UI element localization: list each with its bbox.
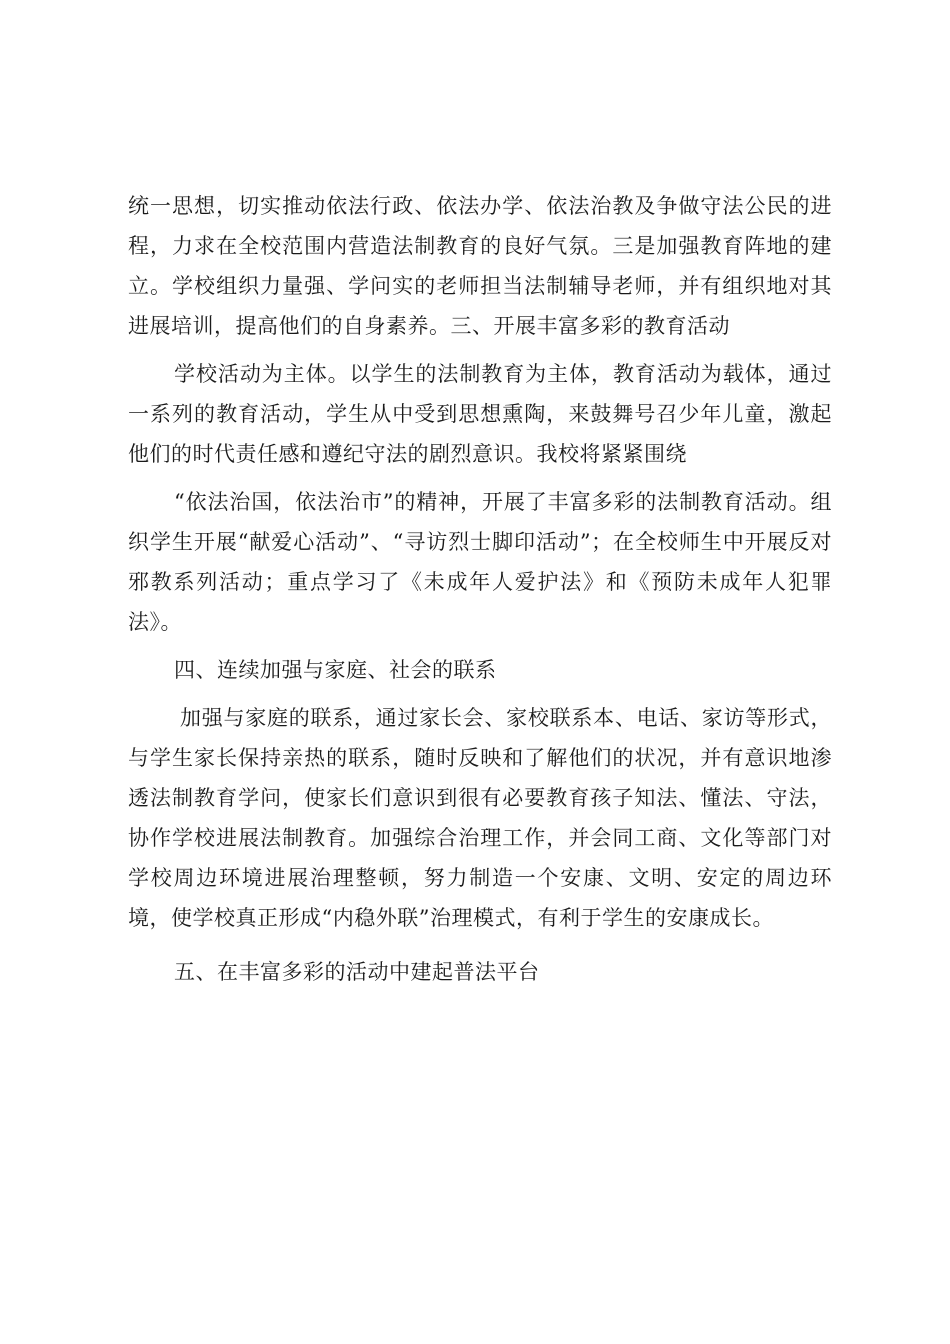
paragraph-family-society: 加强与家庭的联系，通过家长会、家校联系本、电话、家访等形式，与学生家长保持亲热的联系，随时反映和了解他们的状况，并有意识地渗透法制教育学问，使家长们意识到很有必要教育孩子知法、懂法、守法，协作学校进展法制教育。加强综合治理工作，并会同工商、文化等部门对学校周边环境进展治理整顿，努力制造一个安康、文明、安定的周边环境，使学校真正形成“内稳外联”治理模式，有利于学生的安康成长。 bbox=[128, 706, 832, 930]
paragraph-rule-of-law: “依法治国，依法治市”的精神，开展了丰富多彩的法制教育活动。组织学生开展“献爱心活动”、“寻访烈士脚印活动”；在全校师生中开展反对邪教系列活动；重点学习了《未成年人爱护法》和《预防未成年人犯罪法》。 bbox=[128, 490, 832, 634]
document-body bbox=[128, 186, 832, 992]
paragraph-activities: 学校活动为主体。以学生的法制教育为主体，教育活动为载体，通过一系列的教育活动，学生从中受到思想熏陶，来鼓舞号召少年儿童，激起他们的时代责任感和遵纪守法的剧烈意识。我校将紧紧围绕 bbox=[128, 362, 832, 466]
section-heading-five: 五、在丰富多彩的活动中建起普法平台 bbox=[174, 960, 540, 984]
paragraph-continued: 统一思想，切实推动依法行政、依法办学、依法治教及争做守法公民的进程，力求在全校范围内营造法制教育的良好气氛。三是加强教育阵地的建立。学校组织力量强、学问实的老师担当法制辅导老师，并有组织地对其进展培训，提高他们的自身素养。三、开展丰富多彩的教育活动 bbox=[128, 194, 832, 338]
section-heading-four: 四、连续加强与家庭、社会的联系 bbox=[174, 658, 497, 682]
